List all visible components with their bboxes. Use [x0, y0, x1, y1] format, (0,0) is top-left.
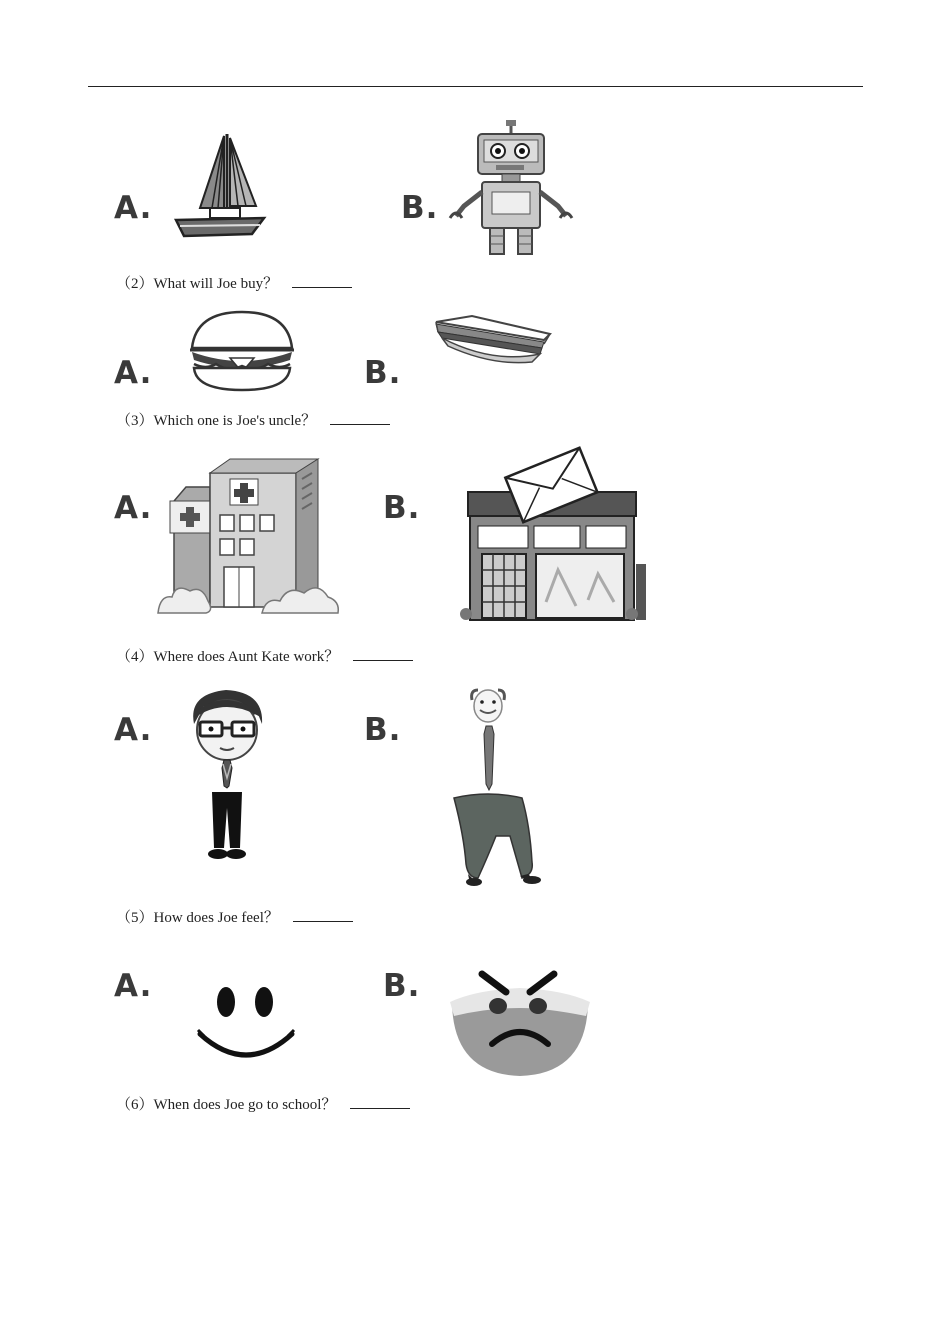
option-b-label: B.	[364, 712, 402, 748]
question-6	[116, 1093, 410, 1114]
answer-blank-3[interactable]	[330, 412, 390, 425]
question-4	[116, 645, 413, 666]
header-rule	[88, 86, 863, 87]
angry-face-image	[446, 968, 592, 1080]
option-b-label: B.	[364, 355, 402, 391]
question-5	[116, 906, 353, 927]
sandwich-image	[432, 314, 554, 366]
option-b-label: B.	[383, 968, 421, 1004]
question-5-text: （5）How does Joe feel？	[116, 910, 279, 926]
question-6-text: （6）When does Joe go to school？	[116, 1097, 337, 1113]
question-4-text: （4）Where does Aunt Kate work？	[116, 649, 340, 665]
option-a-label: A.	[114, 190, 153, 226]
answer-blank-2[interactable]	[292, 275, 352, 288]
option-a-label: A.	[114, 968, 153, 1004]
answer-blank-5[interactable]	[293, 909, 353, 922]
question-3-text: （3）Which one is Joe's uncle？	[116, 413, 317, 429]
older-bald-man-image	[448, 686, 548, 888]
answer-blank-6[interactable]	[350, 1096, 410, 1109]
option-a-label: A.	[114, 712, 153, 748]
question-2	[116, 272, 352, 293]
option-a-label: A.	[114, 490, 153, 526]
question-2-text: （2）What will Joe buy？	[116, 276, 279, 292]
option-b-label: B.	[401, 190, 439, 226]
hamburger-image	[186, 308, 298, 394]
happy-face-image	[196, 984, 296, 1060]
sailboat-image	[172, 130, 267, 242]
post-office-image	[458, 452, 648, 624]
robot-image	[448, 120, 574, 255]
young-man-with-glasses-image	[186, 688, 268, 863]
hospital-image	[158, 455, 340, 615]
answer-blank-4[interactable]	[353, 648, 413, 661]
option-a-label: A.	[114, 355, 153, 391]
question-3	[116, 409, 390, 430]
option-b-label: B.	[383, 490, 421, 526]
